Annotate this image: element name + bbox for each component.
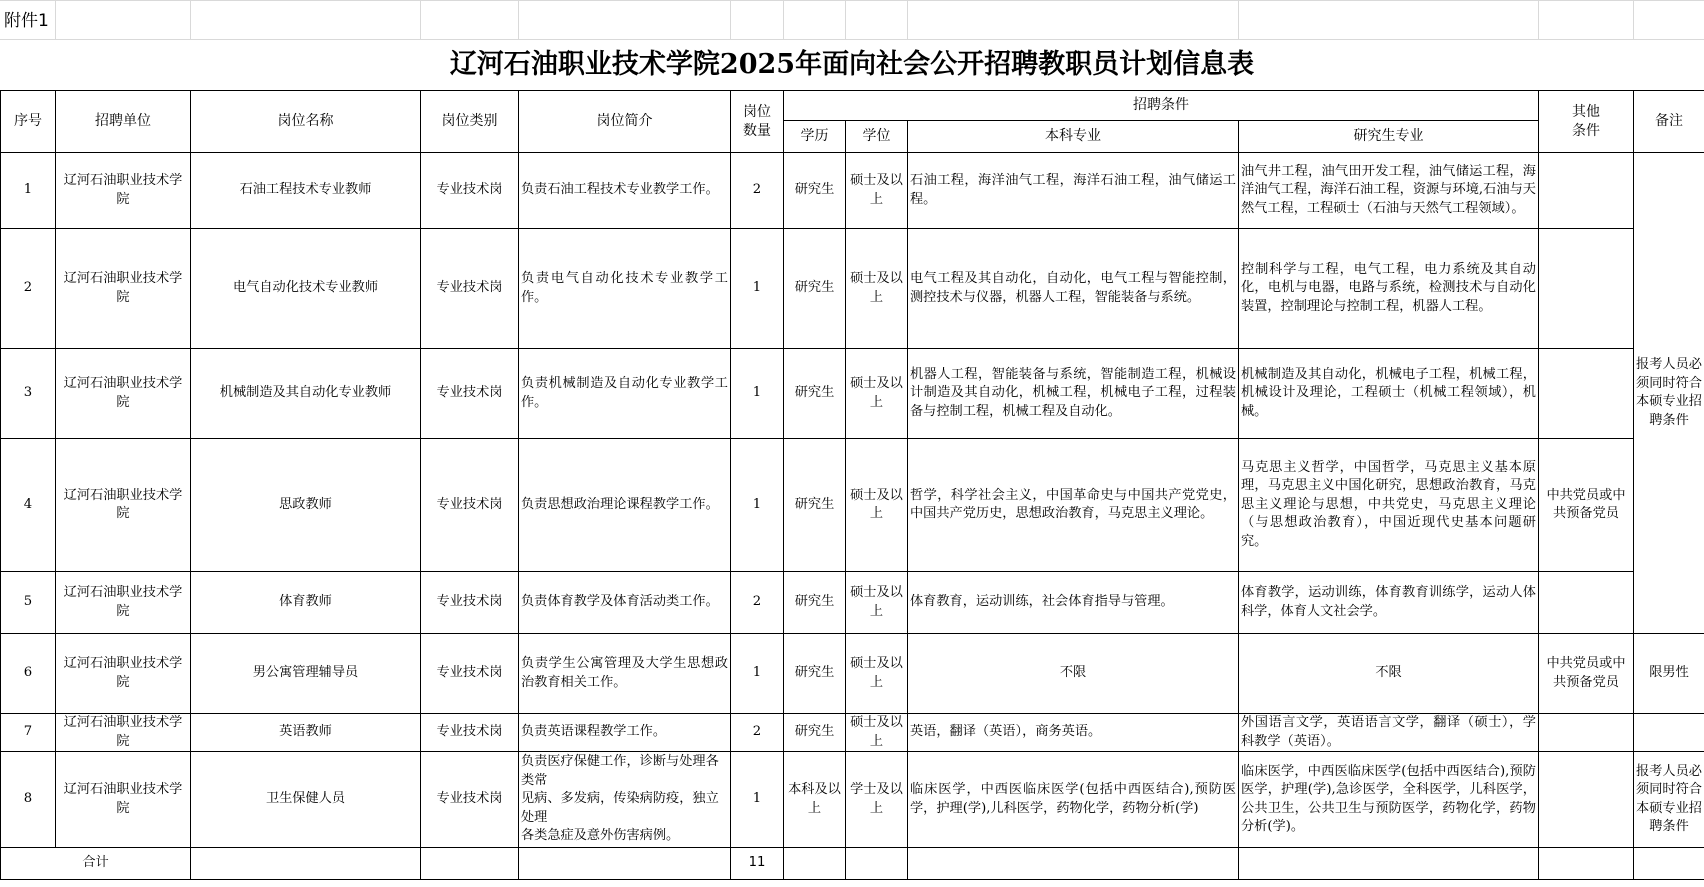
row-seq: 2 [1,229,56,349]
row-seq: 1 [1,153,56,229]
row-position: 思政教师 [191,439,421,572]
row-unit: 辽河石油职业技术学院 [56,349,191,439]
row-other [1539,752,1634,848]
row-intro: 负责电气自动化技术专业教学工作。 [519,229,731,349]
row-grad: 临床医学，中西医临床医学(包括中西医结合),预防医学，护理(学),急诊医学，全科医学，儿科医学，公共卫生，公共卫生与预防医学，药物化学，药物分析(学)。 [1239,752,1539,848]
header-quota: 岗位 数量 [731,91,784,153]
row-quota: 2 [731,572,784,634]
row-grad: 油气井工程，油气田开发工程，油气储运工程，海洋油气工程，海洋石油工程，资源与环境,石油与天然气工程，工程硕士（石油与天然气工程领域）。 [1239,153,1539,229]
row-seq: 3 [1,349,56,439]
header-degree: 学位 [846,121,908,153]
row-degree: 学士及以上 [846,752,908,848]
row-category: 专业技术岗 [421,572,519,634]
row-degree: 硕士及以上 [846,439,908,572]
row-grad: 控制科学与工程，电气工程，电力系统及其自动化，电机与电器，电路与系统，检测技术与自动化装置，控制理论与控制工程，机器人工程。 [1239,229,1539,349]
row-grad: 外国语言文学，英语语言文学，翻译（硕士），学科教学（英语）。 [1239,714,1539,752]
row-position: 卫生保健人员 [191,752,421,848]
row-undergrad: 石油工程，海洋油气工程，海洋石油工程，油气储运工程。 [908,153,1239,229]
row-seq: 6 [1,634,56,714]
row-intro: 负责石油工程技术专业教学工作。 [519,153,731,229]
row-category: 专业技术岗 [421,714,519,752]
row-undergrad: 电气工程及其自动化，自动化，电气工程与智能控制，测控技术与仪器，机器人工程，智能装备与系统。 [908,229,1239,349]
table-row [1,349,1704,439]
row-intro: 负责思想政治理论课程教学工作。 [519,439,731,572]
table-row [1,752,1704,848]
intro-line: 见病、多发病，传染病防疫，独立处理 [521,791,719,825]
row-quota: 1 [731,349,784,439]
empty-cell [421,848,519,880]
row-undergrad: 临床医学，中西医临床医学(包括中西医结合),预防医学，护理(学),儿科医学，药物化学，药物分析(学) [908,752,1239,848]
row-category: 专业技术岗 [421,439,519,572]
row-other [1539,229,1634,349]
header-grad: 研究生专业 [1239,121,1539,153]
row-edu: 研究生 [784,153,846,229]
row-quota: 2 [731,153,784,229]
row-edu: 研究生 [784,714,846,752]
header-row [1,91,1704,121]
row-unit: 辽河石油职业技术学院 [56,153,191,229]
row-unit: 辽河石油职业技术学院 [56,752,191,848]
row-seq: 8 [1,752,56,848]
attachment-label: 附件1 [4,11,49,31]
intro-line: 各类急症及意外伤害病例。 [521,828,680,844]
row-grad: 体育教学，运动训练，体育教育训练学，运动人体科学，体育人文社会学。 [1239,572,1539,634]
table-row [1,439,1704,572]
row-grad: 不限 [1239,634,1539,714]
row-quota: 1 [731,229,784,349]
total-label: 合计 [1,848,191,880]
remark-group-1: 报考人员必须同时符合本硕专业招聘条件 [1634,153,1704,634]
row-undergrad: 机器人工程，智能装备与系统，智能制造工程，机械设计制造及其自动化，机械工程，机械电子工程，过程装备与控制工程，机械工程及自动化。 [908,349,1239,439]
empty-cell [1634,714,1704,752]
row-seq: 5 [1,572,56,634]
row-category: 专业技术岗 [421,229,519,349]
row-unit: 辽河石油职业技术学院 [56,439,191,572]
row-edu: 研究生 [784,229,846,349]
row-unit: 辽河石油职业技术学院 [56,572,191,634]
row-edu: 研究生 [784,349,846,439]
row-quota: 1 [731,439,784,572]
row-edu: 研究生 [784,634,846,714]
row-intro: 负责体育教学及体育活动类工作。 [519,572,731,634]
remark-row-6: 限男性 [1634,634,1704,714]
row-seq: 7 [1,714,56,752]
row-unit: 辽河石油职业技术学院 [56,714,191,752]
page-title: 辽河石油职业技术学院2025年面向社会公开招聘教职员计划信息表 [449,49,1255,80]
empty-cell [519,848,731,880]
row-grad: 马克思主义哲学，中国哲学，马克思主义基本原理，马克思主义中国化研究，思想政治教育，马克思主义理论与思想，中共党史，马克思主义理论（与思想政治教育），中国近现代史基本问题研究。 [1239,439,1539,572]
row-degree: 硕士及以上 [846,714,908,752]
row-unit: 辽河石油职业技术学院 [56,634,191,714]
table-row [1,572,1704,634]
table-row [1,634,1704,714]
row-edu: 研究生 [784,572,846,634]
intro-line: 负责医疗保健工作，诊断与处理各类常 [521,754,719,788]
row-grad: 机械制造及其自动化，机械电子工程，机械工程，机械设计及理论，工程硕士（机械工程领域），机械。 [1239,349,1539,439]
row-category: 专业技术岗 [421,752,519,848]
row-category: 专业技术岗 [421,153,519,229]
header-conditions: 招聘条件 [784,91,1539,121]
header-intro: 岗位简介 [519,91,731,153]
remark-group-2: 报考人员必须同时符合本硕专业招聘条件 [1634,752,1704,848]
row-undergrad: 体育教育，运动训练，社会体育指导与管理。 [908,572,1239,634]
header-undergrad: 本科专业 [908,121,1239,153]
table-row [1,229,1704,349]
row-position: 电气自动化技术专业教师 [191,229,421,349]
header-category: 岗位类别 [421,91,519,153]
header-seq: 序号 [1,91,56,153]
row-category: 专业技术岗 [421,349,519,439]
row-undergrad: 哲学，科学社会主义，中国革命史与中国共产党党史，中国共产党历史，思想政治教育，马克思主义理论。 [908,439,1239,572]
row-position: 男公寓管理辅导员 [191,634,421,714]
row-edu: 研究生 [784,439,846,572]
empty-cell [1539,848,1634,880]
header-unit: 招聘单位 [56,91,191,153]
row-quota: 1 [731,752,784,848]
header-position: 岗位名称 [191,91,421,153]
row-other: 中共党员或中共预备党员 [1539,439,1634,572]
row-intro [519,752,731,848]
empty-cell [1634,848,1704,880]
row-intro: 负责学生公寓管理及大学生思想政治教育相关工作。 [519,634,731,714]
row-undergrad: 英语，翻译（英语），商务英语。 [908,714,1239,752]
empty-cell [846,848,908,880]
total-quota: 11 [731,848,784,880]
total-row [1,848,1704,880]
row-position: 英语教师 [191,714,421,752]
table-row [1,153,1704,229]
row-other [1539,349,1634,439]
row-other [1539,153,1634,229]
header-edu: 学历 [784,121,846,153]
row-other: 中共党员或中共预备党员 [1539,634,1634,714]
row-degree: 硕士及以上 [846,229,908,349]
row-position: 石油工程技术专业教师 [191,153,421,229]
row-undergrad: 不限 [908,634,1239,714]
row-unit: 辽河石油职业技术学院 [56,229,191,349]
row-other [1539,714,1634,752]
header-remark: 备注 [1634,91,1704,153]
row-quota: 2 [731,714,784,752]
empty-cell [908,848,1239,880]
table-row [1,714,1704,752]
row-other [1539,572,1634,634]
row-intro: 负责机械制造及自动化专业教学工作。 [519,349,731,439]
row-position: 体育教师 [191,572,421,634]
empty-cell [191,848,421,880]
row-degree: 硕士及以上 [846,153,908,229]
row-degree: 硕士及以上 [846,572,908,634]
row-intro: 负责英语课程教学工作。 [519,714,731,752]
row-degree: 硕士及以上 [846,349,908,439]
row-seq: 4 [1,439,56,572]
row-position: 机械制造及其自动化专业教师 [191,349,421,439]
recruitment-table [0,90,1704,880]
header-other: 其他 条件 [1539,91,1634,153]
empty-cell [1239,848,1539,880]
row-degree: 硕士及以上 [846,634,908,714]
row-category: 专业技术岗 [421,634,519,714]
row-quota: 1 [731,634,784,714]
empty-cell [784,848,846,880]
row-edu: 本科及以上 [784,752,846,848]
sheet-gridlines [0,0,1704,40]
